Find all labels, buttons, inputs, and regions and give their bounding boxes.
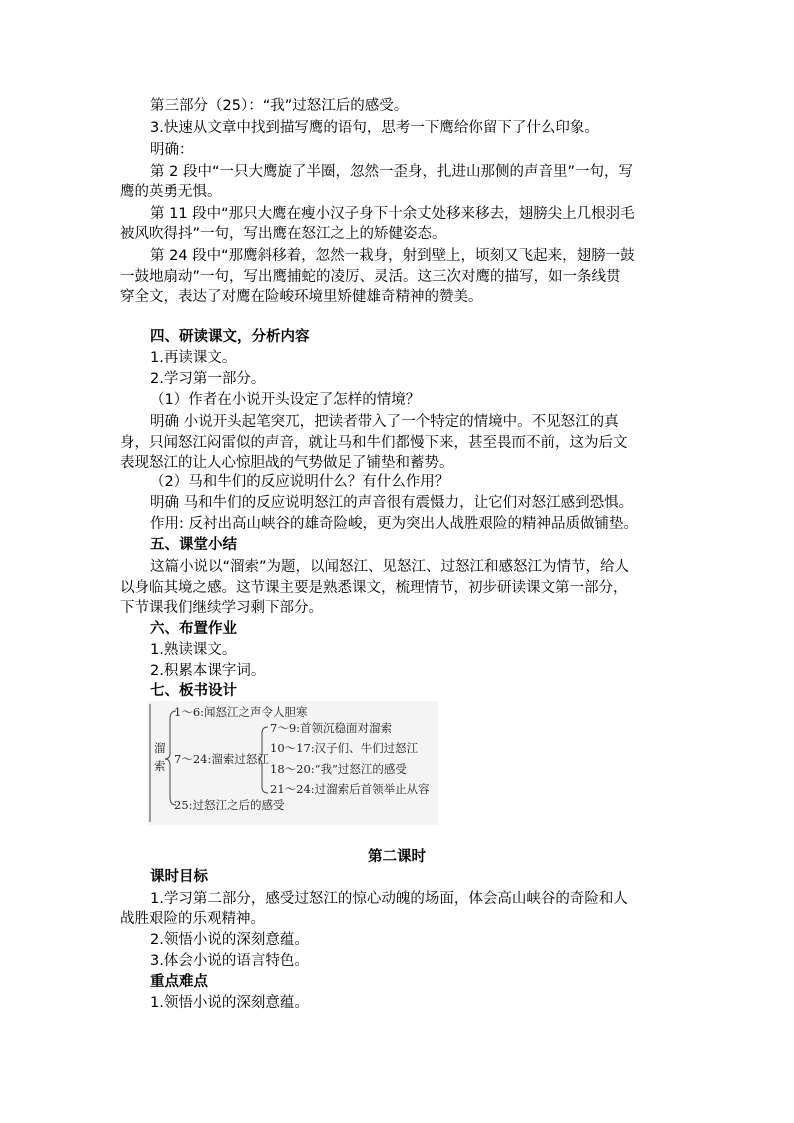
board-branch: 25:过怒江之后的感受: [174, 798, 285, 812]
text-line: 明确 马和牛们的反应说明怒江的声音很有震慑力，让它们对怒江感到恐惧。: [150, 495, 634, 511]
text-line: 以身临其境之感。这节课主要是熟悉课文，梳理情节，初步研读课文第一部分，: [120, 580, 628, 596]
board-root-char-2: 索: [154, 759, 166, 773]
text-line: 被风吹得抖”一句，写出鹰在怒江之上的矫健姿态。: [120, 226, 447, 242]
lesson-title: 第二课时: [368, 849, 426, 865]
text-line: 表现怒江的让人心惊胆战的气势做足了铺垫和蓄势。: [120, 455, 454, 471]
text-line: 穿全文，表达了对鹰在险峻环境里矫健雄奇精神的赞美。: [120, 289, 483, 305]
text-line: 战胜艰险的乐观精神。: [120, 911, 265, 927]
text-line: 下节课我们继续学习剩下部分。: [120, 600, 323, 616]
board-sub-branch: 7～9:首领沉稳面对溜索: [270, 721, 393, 735]
text-line: 3.快速从文章中找到描写鹰的语句，思考一下鹰给你留下了什么印象。: [150, 120, 599, 136]
board-sub-branch: 10～17:汉子们、牛们过怒江: [270, 741, 419, 755]
board-branch: 1～6:闻怒江之声令人胆寒: [174, 705, 308, 719]
board-root-char-1: 溜: [154, 741, 166, 755]
text-line: 第 2 段中“一只大鹰旋了半圈，忽然一歪身，扎进山那侧的声音里”一句，写: [150, 164, 633, 180]
text-line: 第 11 段中“那只大鹰在瘦小汉子身下十余丈处移来移去，翅膀尖上几根羽毛: [150, 206, 635, 222]
board-sub-branch: 18～20:“我”过怒江的感受: [270, 762, 407, 776]
text-line: 1.熟读课文。: [150, 642, 237, 658]
text-line: 2.领悟小说的深刻意蕴。: [150, 932, 309, 948]
text-line: 2.积累本课字词。: [150, 663, 266, 679]
text-line: 1.学习第二部分，感受过怒江的惊心动魄的场面，体会高山峡谷的奇险和人: [150, 891, 628, 907]
section-heading: 七、板书设计: [150, 683, 237, 699]
board-design-diagram: [148, 701, 438, 825]
section-heading: 四、研读课文，分析内容: [150, 329, 310, 345]
text-line: 1.再读课文。: [150, 350, 237, 366]
text-line: 3.体会小说的语言特色。: [150, 953, 309, 969]
text-line: 明确：: [150, 142, 194, 158]
text-line: 1.领悟小说的深刻意蕴。: [150, 995, 309, 1011]
text-line: 第三部分（25）：“我”过怒江后的感受。: [150, 98, 409, 114]
text-line: 作用: 反衬出高山峡谷的雄奇险峻，更为突出人战胜艰险的精神品质做铺垫。: [150, 516, 638, 532]
section-heading: 六、布置作业: [150, 621, 237, 637]
section-heading: 五、课堂小结: [150, 537, 237, 553]
text-line: （2）马和牛们的反应说明什么？有什么作用？: [150, 474, 450, 490]
text-line: （1）作者在小说开头设定了怎样的情境？: [150, 392, 421, 408]
text-line: 明确 小说开头起笔突兀，把读者带入了一个特定的情境中。不见怒江的真: [150, 414, 619, 430]
text-line: 一鼓地扇动”一句，写出鹰捕蛇的凌厉、灵活。这三次对鹰的描写，如一条线贯: [120, 269, 621, 285]
text-line: 2.学习第一部分。: [150, 371, 266, 387]
text-line: 身，只闻怒江闷雷似的声音，就让马和牛们都慢下来，甚至畏而不前，这为后文: [120, 435, 628, 451]
board-sub-branch: 21～24:过溜索后首领举止从容: [270, 782, 430, 796]
text-line: 鹰的英勇无惧。: [120, 184, 222, 200]
text-line: 这篇小说以“溜索”为题，以闻怒江、见怒江、过怒江和感怒江为情节，给人: [150, 559, 630, 575]
section-heading: 课时目标: [150, 869, 208, 885]
board-branch: 7～24:溜索过怒江: [174, 752, 269, 766]
section-heading: 重点难点: [150, 974, 208, 990]
text-line: 第 24 段中“那鹰斜移着，忽然一栽身，射到壁上，顷刻又飞起来，翅膀一鼓: [150, 248, 635, 264]
